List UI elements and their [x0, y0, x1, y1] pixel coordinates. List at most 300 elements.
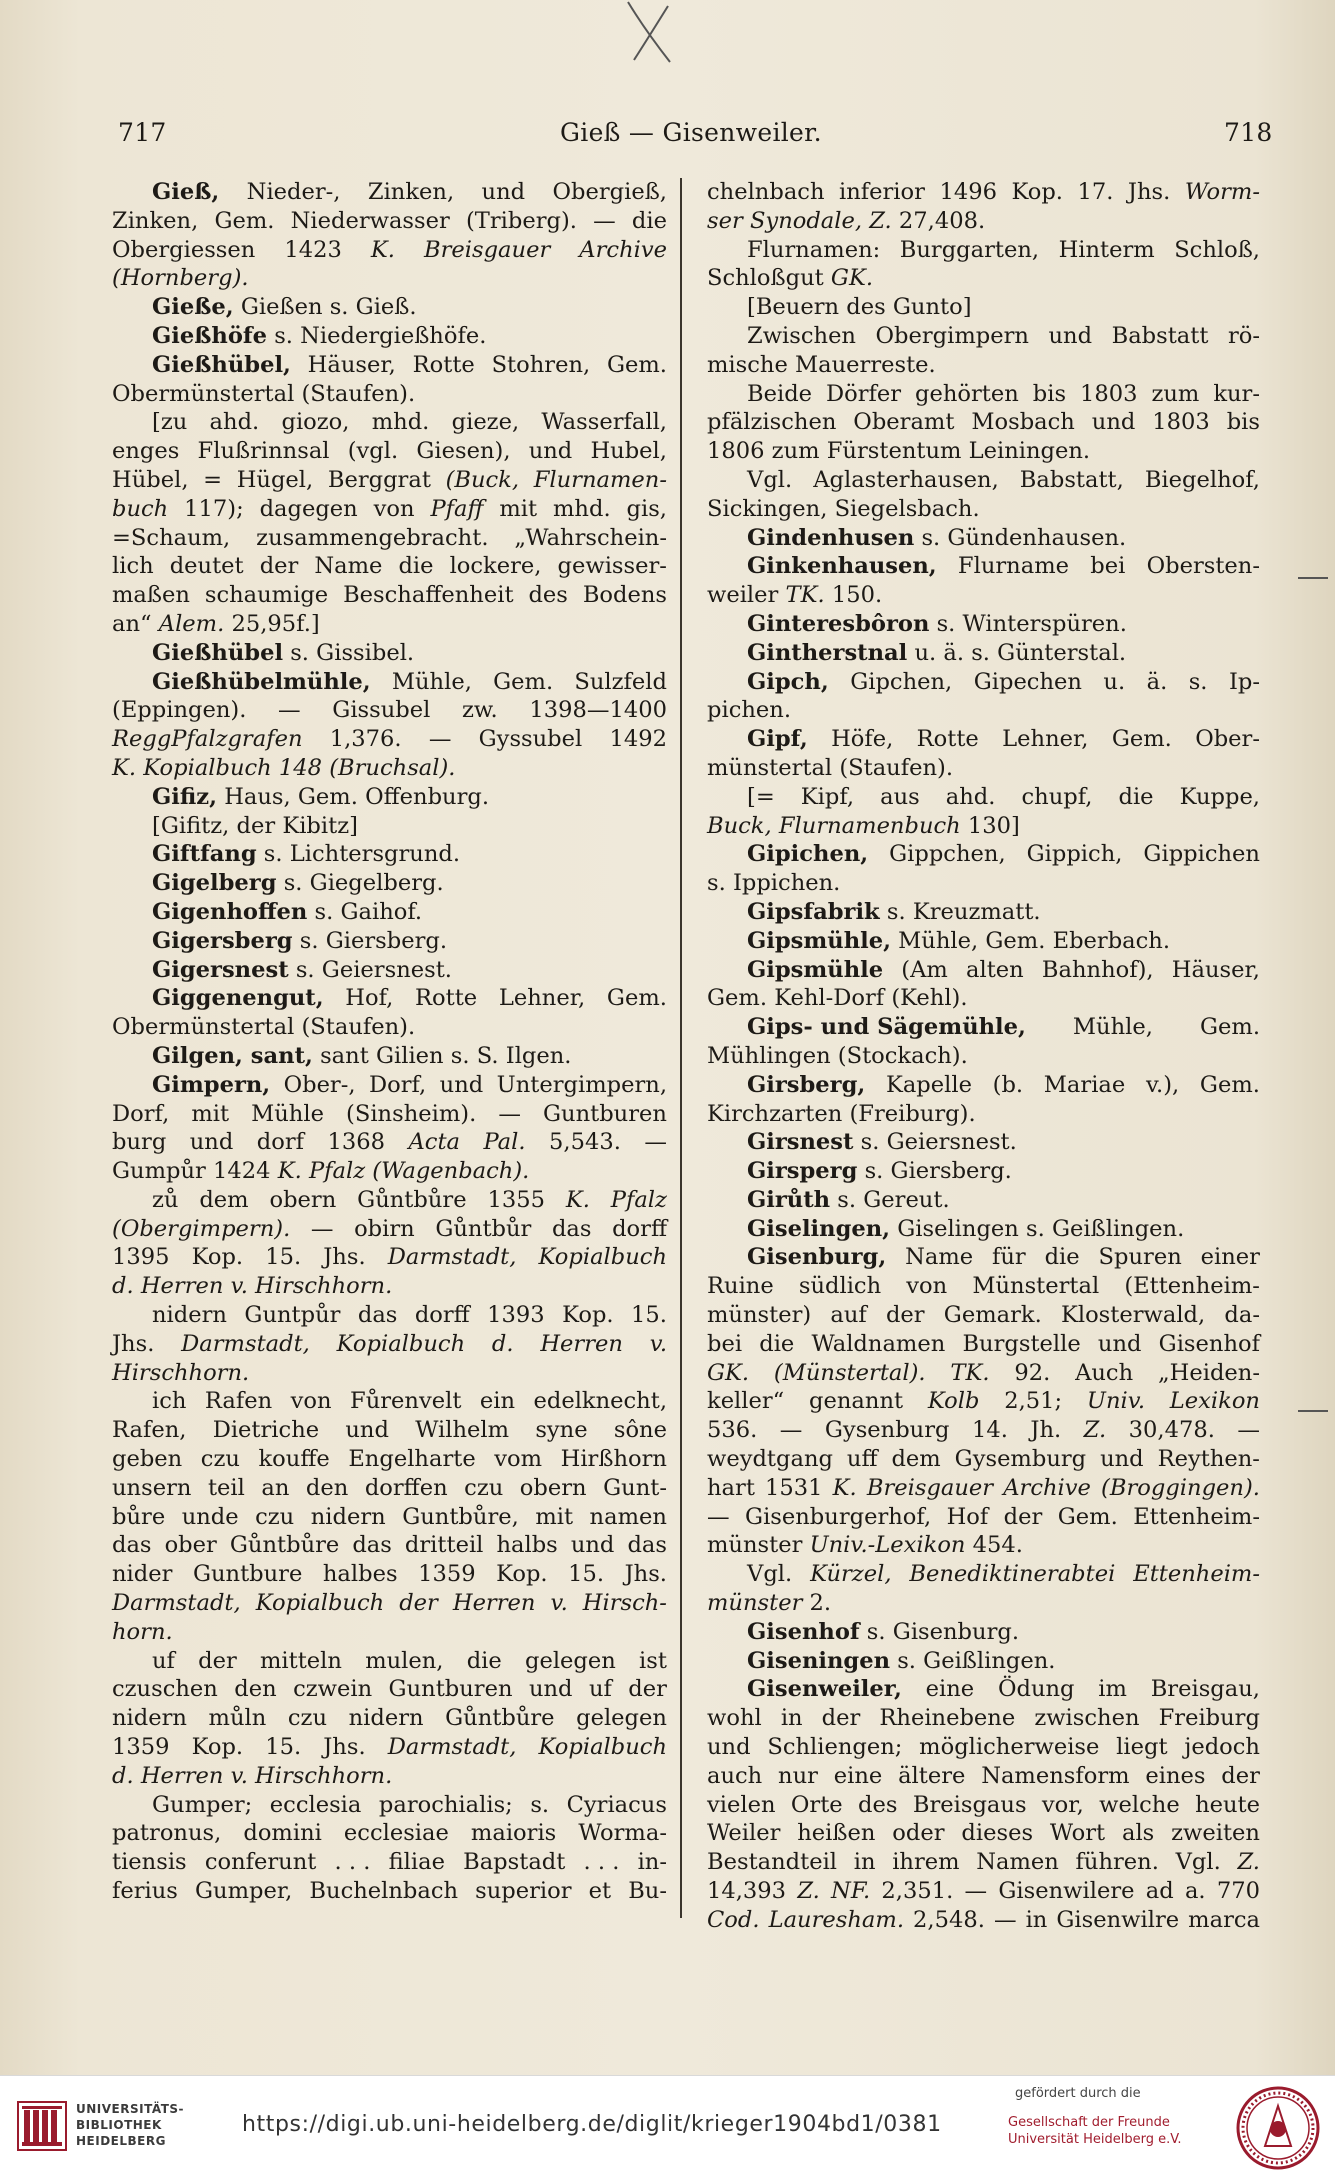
text-word: mitteln: [260, 1647, 342, 1674]
text-line: [707, 1243, 1260, 1272]
text-word: 1806 zum Fürstentum Leiningen.: [707, 438, 1091, 465]
text-word: Gem.: [1057, 1503, 1118, 1530]
text-word: Auch: [1075, 1359, 1134, 1386]
text-word: d. Herren v. Hirschhorn.: [112, 1273, 393, 1300]
text-word: Gůntbůr: [435, 1215, 532, 1242]
text-line: [707, 840, 1260, 869]
text-word: Mühle, Gem. Eberbach.: [890, 927, 1171, 954]
text-word: czuschen: [112, 1676, 218, 1703]
text-word: „Wahrschein-: [514, 524, 667, 551]
text-word: . . .: [334, 1849, 371, 1876]
text-word: für: [992, 1244, 1026, 1271]
text-word: Rotte: [412, 351, 475, 378]
text-word: [=: [747, 783, 775, 810]
text-word: Univ.-Lexikon: [809, 1532, 966, 1559]
text-word: mhd.: [553, 495, 611, 522]
text-word: und: [1097, 1330, 1142, 1357]
text-word: Kop.: [496, 1561, 548, 1588]
text-word: Dietriche: [212, 1417, 320, 1444]
text-line: [707, 812, 1260, 841]
text-word: das: [357, 1302, 398, 1329]
text-word: heute: [1195, 1791, 1260, 1818]
text-word: lich: [112, 553, 154, 580]
text-word: jedoch: [1184, 1734, 1260, 1761]
text-word: der: [1003, 1503, 1043, 1530]
text-word: Breisgaus: [912, 1791, 1027, 1818]
text-word: [zu: [152, 409, 188, 436]
text-word: uff: [846, 1446, 878, 1473]
text-word: genannt: [809, 1388, 904, 1415]
text-word: Kopialbuch: [255, 1590, 385, 1617]
text-word: Häuser,: [307, 351, 396, 378]
text-word: s. Gisenburg.: [859, 1618, 1020, 1645]
institution-name: [76, 2101, 184, 2149]
text-line: [707, 1560, 1260, 1589]
text-word: Archive: [579, 236, 667, 263]
text-word: vor,: [1041, 1791, 1084, 1818]
text-word: ecclesia: [269, 1791, 362, 1818]
text-word: (Ettenheim-: [1124, 1273, 1260, 1300]
text-word: —: [1237, 1417, 1260, 1444]
text-word: Gisenburgerhof,: [745, 1503, 932, 1530]
text-word: 1492: [609, 726, 667, 753]
text-word: Sulzfeld: [574, 668, 667, 695]
text-word: Kop.: [562, 1302, 614, 1329]
text-word: einer: [1200, 1244, 1260, 1271]
text-word: lockere,: [449, 553, 542, 580]
text-word: —: [993, 1906, 1017, 1933]
text-word: bis: [1032, 380, 1067, 407]
entry-headword: Gips- und Sägemühle,: [747, 1014, 1026, 1041]
text-line: [112, 1848, 667, 1877]
text-word: Ober-: [1195, 726, 1260, 753]
text-word: —: [278, 697, 301, 724]
text-word: uf: [588, 1676, 612, 1703]
text-line: [112, 1819, 667, 1848]
text-word: Ruine: [707, 1273, 774, 1300]
text-word: Kopialbuch 148 (Bruchsal).: [143, 754, 456, 781]
text-word: Kop.: [191, 1734, 244, 1761]
text-word: kouffe: [258, 1446, 330, 1473]
text-word: 15.: [265, 1734, 302, 1761]
text-word: Höfe,: [831, 726, 894, 753]
text-word: patronus,: [112, 1820, 222, 1847]
text-word: Breisgauer: [424, 236, 551, 263]
text-word: im: [1098, 1676, 1127, 1703]
text-word: Namensform: [981, 1762, 1130, 1789]
text-word: Schliengen;: [767, 1734, 903, 1761]
text-word: ad: [1145, 1878, 1174, 1905]
text-word: zwischen: [1034, 1705, 1140, 1732]
text-word: münster: [707, 1590, 803, 1617]
text-word: halbes: [322, 1561, 398, 1588]
text-line: [707, 524, 1260, 553]
text-word: auf: [830, 1302, 867, 1329]
text-word: Jhs.: [323, 1244, 366, 1271]
text-word: die: [466, 1647, 502, 1674]
text-word: des: [858, 1791, 898, 1818]
text-word: vom: [494, 1446, 543, 1473]
text-word: Pal.: [483, 1129, 526, 1156]
text-word: 1496: [939, 179, 997, 205]
text-word: Gisenwilre: [1056, 1906, 1180, 1933]
text-word: dorff: [414, 1302, 470, 1329]
text-line: [112, 754, 667, 783]
text-line: [112, 1128, 667, 1157]
text-word: Engelharte: [348, 1446, 476, 1473]
text-word: Jhs.: [1127, 179, 1171, 205]
text-word: Lauresham.: [768, 1906, 904, 1933]
text-line: [112, 1330, 667, 1359]
text-word: Gippichen: [1143, 841, 1260, 868]
text-word: mulen,: [365, 1647, 444, 1674]
text-line: [112, 783, 667, 812]
text-word: Wort: [1049, 1820, 1106, 1847]
text-line: [112, 610, 667, 639]
institution-line: UNIVERSITÄTS-: [76, 2102, 185, 2116]
text-word: ahd.: [945, 783, 996, 810]
text-line: [112, 236, 667, 265]
text-line: [707, 696, 1260, 725]
text-line: [707, 293, 1260, 322]
text-word: Zwischen: [747, 322, 856, 349]
text-word: Dörfer: [826, 380, 902, 407]
institution-line: BIBLIOTHEK: [76, 2118, 162, 2132]
margin-pencil-mark: [1298, 1410, 1328, 1412]
text-word: Obergieß,: [552, 179, 667, 205]
text-word: Guntburen: [542, 1100, 667, 1127]
text-word: Buchelnbach: [309, 1878, 459, 1905]
text-line: [112, 696, 667, 725]
page-number-left: 717: [118, 118, 167, 147]
text-line: [707, 1416, 1260, 1445]
text-word: Obergiessen: [112, 236, 256, 263]
text-word: an“: [112, 610, 159, 637]
text-word: an: [261, 1474, 290, 1501]
text-word: vielen: [707, 1791, 776, 1818]
viewer-footer: [0, 2075, 1335, 2175]
text-word: (Broggingen).: [1101, 1474, 1260, 1501]
text-word: Gippich,: [1026, 841, 1123, 868]
text-word: Herren: [540, 1330, 623, 1357]
text-line: [707, 1704, 1260, 1733]
text-line: [707, 1272, 1260, 1301]
text-word: 454.: [965, 1532, 1023, 1559]
text-word: Ettenheim-: [1133, 1503, 1260, 1530]
entry-headword: Gieße,: [152, 294, 234, 321]
text-word: můln: [208, 1705, 267, 1732]
text-word: Pfalz: [610, 1186, 667, 1213]
text-word: Gem.: [493, 668, 554, 695]
text-word: czu: [287, 1705, 327, 1732]
text-word: teil: [207, 1474, 245, 1501]
text-word: Gůntbůre: [229, 1532, 340, 1559]
text-word: 770: [1216, 1878, 1260, 1905]
entry-headword: Gisenhof: [747, 1618, 860, 1645]
text-word: oder: [892, 1820, 945, 1847]
text-word: a.: [1184, 1878, 1206, 1905]
text-word: bůre: [112, 1503, 166, 1530]
text-word: s.: [1188, 668, 1208, 695]
text-line: [112, 984, 667, 1013]
text-line: [112, 408, 667, 437]
entry-headword: Girůth: [747, 1186, 831, 1213]
text-word: dem: [199, 1186, 249, 1213]
text-word: s. Lichtersgrund.: [256, 841, 461, 868]
entry-headword: Gipch,: [747, 668, 829, 695]
text-line: [707, 466, 1260, 495]
text-line: [707, 322, 1260, 351]
text-word: Weiler: [707, 1820, 781, 1847]
text-word: Sickingen, Siegelsbach.: [707, 495, 980, 522]
text-word: nur: [778, 1762, 818, 1789]
text-word: Oberamt: [853, 409, 955, 436]
text-word: Acta: [408, 1129, 460, 1156]
text-word: Kopialbuch: [336, 1330, 466, 1357]
text-word: Hof: [946, 1503, 989, 1530]
text-word: Gunt-: [603, 1474, 667, 1501]
text-word: Archive: [1003, 1474, 1091, 1501]
text-word: dorff: [612, 1215, 667, 1242]
text-word: und: [1091, 409, 1136, 436]
text-word: [Beuern des Gunto]: [747, 294, 972, 321]
text-word: in: [853, 1849, 876, 1876]
text-word: zum: [1151, 380, 1200, 407]
text-word: ReggPfalzgrafen: [112, 726, 303, 753]
text-word: s. Winterspüren.: [929, 610, 1127, 637]
text-word: eines: [1145, 1762, 1206, 1789]
text-word: NF.: [831, 1878, 871, 1905]
text-word: Vgl.: [747, 1561, 793, 1588]
text-line: [707, 552, 1260, 581]
entry-headword: Giselingen,: [747, 1215, 891, 1242]
text-word: Gisenwilere: [998, 1878, 1135, 1905]
text-word: von: [290, 1388, 332, 1415]
text-line: [112, 1071, 667, 1100]
text-word: Rotte: [916, 726, 979, 753]
text-line: [112, 1589, 667, 1618]
text-line: [707, 1387, 1260, 1416]
text-line: [707, 869, 1260, 898]
text-word: der: [198, 1647, 237, 1674]
text-word: gehörten: [915, 380, 1019, 407]
text-word: K.: [370, 236, 395, 263]
text-word: s. Ippichen.: [707, 870, 841, 897]
text-line: [707, 1618, 1260, 1647]
text-word: 1395: [112, 1244, 170, 1271]
text-word: —: [707, 1503, 730, 1530]
text-word: Niederwasser: [290, 207, 450, 234]
text-line: [707, 1675, 1260, 1704]
text-word: Dorf,: [368, 1071, 427, 1098]
text-word: czu: [255, 1503, 295, 1530]
text-word: Kipf,: [800, 783, 855, 810]
text-line: [112, 898, 667, 927]
text-line: [112, 1100, 667, 1129]
text-word: uf: [152, 1647, 175, 1674]
text-word: Babstatt: [1111, 322, 1209, 349]
text-word: marca: [1188, 1906, 1260, 1933]
text-word: chelnbach: [707, 179, 825, 205]
text-word: welche: [1099, 1791, 1180, 1818]
text-word: Biegelhof,: [1144, 466, 1260, 493]
text-word: „Heiden-: [1157, 1359, 1260, 1386]
text-line: [707, 1474, 1260, 1503]
entry-headword: Giseningen: [747, 1647, 891, 1674]
text-word: pfälzischen: [707, 409, 837, 436]
text-line: [707, 1100, 1260, 1129]
text-word: Gem.: [606, 351, 667, 378]
text-word: Guntbure: [192, 1561, 303, 1588]
text-word: mhd.: [371, 409, 430, 436]
entry-headword: Girsnest: [747, 1129, 854, 1156]
text-line: [112, 927, 667, 956]
funded-by-label: gefördert durch die: [1015, 2086, 1141, 2101]
text-word: —: [428, 726, 452, 753]
text-word: Benediktinerabtei: [909, 1561, 1116, 1588]
text-word: filiae: [388, 1849, 445, 1876]
text-line: [707, 178, 1260, 207]
text-word: Mosbach: [971, 409, 1075, 436]
university-library-logo-icon: [16, 2100, 68, 2152]
text-line: [707, 1013, 1260, 1042]
text-word: Gem.: [214, 207, 275, 234]
text-word: (vgl.: [347, 438, 399, 465]
text-word: schaumige: [204, 582, 329, 609]
text-line: [707, 668, 1260, 697]
text-line: [112, 1272, 667, 1301]
text-word: Beide: [747, 380, 813, 407]
text-line: [707, 1733, 1260, 1762]
text-line: [707, 495, 1260, 524]
text-word: Buck, Flurnamenbuch: [707, 812, 961, 839]
text-word: 92.: [1014, 1359, 1051, 1386]
text-word: eine: [925, 1676, 975, 1703]
text-word: Kirchzarten (Freiburg).: [707, 1100, 976, 1127]
text-line: [112, 351, 667, 380]
text-word: chupf,: [1021, 783, 1093, 810]
text-word: s. Niedergießhöfe.: [267, 322, 487, 349]
text-word: Babstatt,: [1019, 466, 1124, 493]
text-word: Kuppe,: [1179, 783, 1260, 810]
text-word: Untergimpern,: [496, 1071, 667, 1098]
text-word: Spuren: [1098, 1244, 1182, 1271]
text-word: ist: [639, 1647, 667, 1674]
text-word: Gysemburg: [954, 1446, 1087, 1473]
text-line: [707, 207, 1260, 236]
text-word: der: [1221, 1762, 1260, 1789]
text-line: [707, 1791, 1260, 1820]
text-word: 30,478.: [1128, 1417, 1215, 1444]
text-word: Bestandteil: [707, 1849, 838, 1876]
text-word: von: [373, 495, 415, 522]
sponsor-line: Universität Heidelberg e.V.: [1008, 2132, 1182, 2147]
text-line: [112, 1647, 667, 1676]
text-word: mit: [499, 495, 538, 522]
text-word: Hinterm: [1058, 236, 1155, 263]
text-word: maßen: [112, 582, 190, 609]
sponsor-line: Gesellschaft der Freunde: [1008, 2115, 1170, 2130]
text-line: [112, 1474, 667, 1503]
text-word: Pfaff: [430, 495, 484, 522]
text-word: dorffen: [364, 1474, 448, 1501]
text-line: [112, 380, 667, 409]
sponsor-name[interactable]: [1008, 2114, 1182, 2148]
text-word: ihrem: [892, 1849, 960, 1876]
text-word: Giesen),: [416, 438, 511, 465]
text-word: Obermünstertal (Staufen).: [112, 380, 416, 407]
text-word: Burgstelle: [962, 1330, 1081, 1357]
text-word: Vgl.: [1175, 1849, 1221, 1876]
text-word: 2.: [802, 1590, 832, 1617]
text-word: =Schaum,: [112, 524, 231, 551]
text-word: d. Herren v. Hirschhorn.: [112, 1762, 393, 1789]
text-word: weiler: [707, 582, 786, 609]
entry-headword: Gieß,: [152, 179, 220, 205]
text-word: ober: [164, 1532, 217, 1559]
text-word: Gipechen: [973, 668, 1082, 695]
text-line: [707, 408, 1260, 437]
text-word: Hirschhorn.: [112, 1359, 250, 1386]
text-word: kur-: [1213, 380, 1260, 407]
text-line: [707, 1186, 1260, 1215]
text-word: dieses: [961, 1820, 1034, 1847]
entry-headword: Gigelberg: [152, 870, 277, 897]
text-word: Gůntbůre: [357, 1186, 467, 1213]
text-word: den: [305, 1474, 349, 1501]
text-word: zw.: [462, 697, 498, 724]
text-word: ferius: [112, 1878, 178, 1905]
text-word: =: [203, 466, 223, 493]
text-line: [112, 668, 667, 697]
text-word: Burggarten,: [899, 236, 1040, 263]
text-word: tiensis: [112, 1849, 187, 1876]
text-word: Hügel,: [236, 466, 314, 493]
text-word: Obergimpern: [875, 322, 1029, 349]
text-word: zusammengebracht.: [256, 524, 489, 551]
text-word: Gumper,: [194, 1878, 293, 1905]
text-word: gelegen: [576, 1705, 667, 1732]
text-word: 27,408.: [891, 207, 986, 234]
entry-headword: Gipichen,: [747, 841, 869, 868]
text-word: unde: [181, 1503, 239, 1530]
text-word: Z.: [797, 1878, 820, 1905]
text-word: 14.: [971, 1417, 1008, 1444]
text-word: und: [528, 1676, 573, 1703]
text-word: Häuser,: [1171, 956, 1260, 983]
text-line: [112, 1186, 667, 1215]
text-word: s. Giegelberg.: [276, 870, 444, 897]
text-line: [112, 437, 667, 466]
text-line: [112, 1416, 667, 1445]
entry-headword: Gigersberg: [152, 927, 293, 954]
permalink-url[interactable]: https://digi.ub.uni-heidelberg.de/diglit/krieger1904bd1/0381: [242, 2112, 942, 2137]
text-word: (Triberg).: [465, 207, 577, 234]
text-line: [707, 351, 1260, 380]
entry-headword: Giggenengut,: [152, 985, 324, 1012]
text-word: Darmstadt,: [387, 1734, 517, 1761]
text-word: Gysenburg: [824, 1417, 950, 1444]
text-word: Vgl.: [747, 466, 793, 493]
text-line: [112, 1387, 667, 1416]
entry-headword: Gießhübel: [152, 639, 284, 666]
text-word: Z.: [1237, 1849, 1260, 1876]
text-word: czu: [200, 1446, 240, 1473]
text-word: 1398—1400: [529, 697, 667, 724]
text-word: —: [310, 1215, 334, 1242]
text-word: Guntbůre,: [402, 1503, 519, 1530]
text-word: ä.: [1146, 668, 1168, 695]
